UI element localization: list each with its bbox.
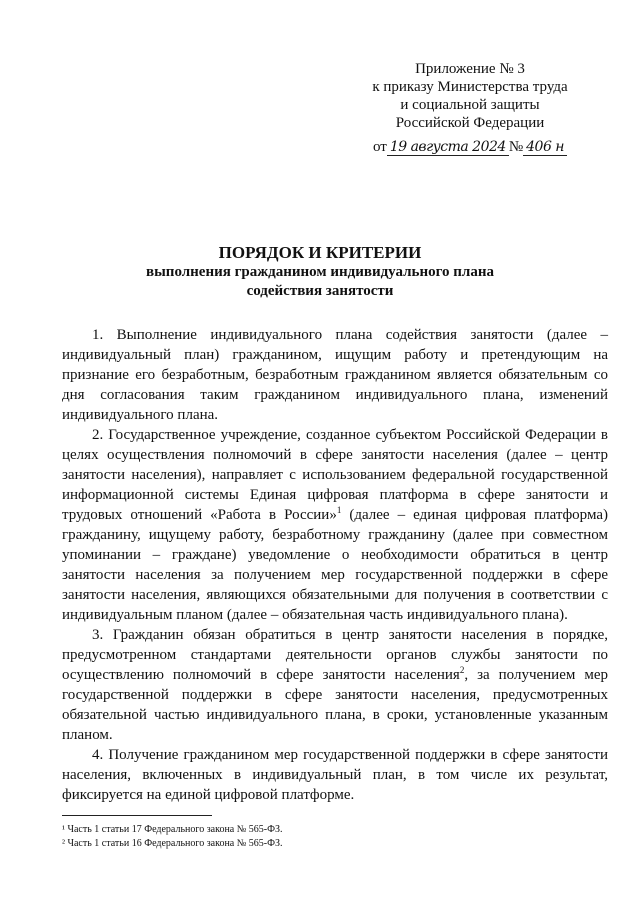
order-date-line bbox=[340, 138, 600, 156]
title-sub-line-2: содействия занятости bbox=[246, 283, 394, 299]
paragraph-2 bbox=[62, 425, 608, 625]
footnote-1: ¹ Часть 1 статьи 17 Федерального закона № 565-ФЗ. bbox=[62, 824, 283, 835]
appendix-country-line: Российской Федерации bbox=[395, 115, 545, 131]
appendix-order-line: к приказу Министерства труда bbox=[372, 79, 568, 95]
appendix-header bbox=[340, 60, 600, 156]
handwritten-number: 406 н bbox=[523, 139, 567, 156]
footnote-ref-2: 2 bbox=[459, 665, 465, 675]
appendix-ministry-line: и социальной защиты bbox=[400, 97, 540, 113]
title-sub-line-1: выполнения гражданином индивидуального плана bbox=[145, 264, 494, 280]
footnotes bbox=[62, 823, 283, 851]
paragraph-2-part-b: (далее – единая цифровая платформа) гражданину, ищущему работу, безработному гражданину (далее при совместном упоминании – граждане) уведомление о необходимости обратиться в центр занятости населения за получением мер государственной поддержки в сфере занятости населения, являющихся обязательными для получения в соответствии с индивидуальным планом (далее – обязательная часть индивидуального плана). bbox=[62, 507, 608, 623]
footnote-2: ² Часть 1 статьи 16 Федерального закона № 565-ФЗ. bbox=[62, 838, 283, 849]
document-title bbox=[40, 243, 600, 301]
number-prefix: № bbox=[508, 139, 524, 155]
document-body bbox=[62, 325, 608, 805]
paragraph-3-part-a: 3. Гражданин обязан обратиться в центр занятости населения в порядке, предусмотренном стандартами деятельности органов службы занятости по осуществлению полномочий в сфере занятости населения bbox=[62, 627, 608, 683]
paragraph-1: 1. Выполнение индивидуального плана содействия занятости (далее – индивидуальный план) гражданином, ищущим работу и претендующим на признание его безработным, безработным гражданином является обязательным со дня согласования таким гражданином индивидуального плана, изменений индивидуального плана. bbox=[62, 327, 608, 423]
handwritten-date: 19 августа 2024 bbox=[387, 139, 509, 156]
appendix-number: Приложение № 3 bbox=[415, 61, 525, 77]
title-main: ПОРЯДОК И КРИТЕРИИ bbox=[218, 243, 422, 262]
paragraph-3-part-b: , за получением мер государственной поддержки в сфере занятости населения, предусмотренных обязательной частью индивидуального плана, в сроки, установленные указанным планом. bbox=[62, 667, 608, 743]
date-prefix: от bbox=[372, 139, 387, 155]
paragraph-2-part-a: 2. Государственное учреждение, созданное субъектом Российской Федерации в целях осуществления полномочий в сфере занятости населения (далее – центр занятости населения), направляет с использованием федеральной государственной информационной системы Единая цифровая платформа в сфере занятости и трудовых отношений «Работа в России» bbox=[62, 427, 608, 523]
order-date-number bbox=[373, 138, 567, 156]
footnote-ref-1: 1 bbox=[336, 505, 342, 515]
footnote-divider bbox=[62, 815, 212, 816]
paragraph-3 bbox=[62, 625, 608, 745]
paragraph-4: 4. Получение гражданином мер государственной поддержки в сфере занятости населения, включенных в индивидуальный план, в том числе их результат, фиксируется на единой цифровой платформе. bbox=[62, 747, 608, 803]
